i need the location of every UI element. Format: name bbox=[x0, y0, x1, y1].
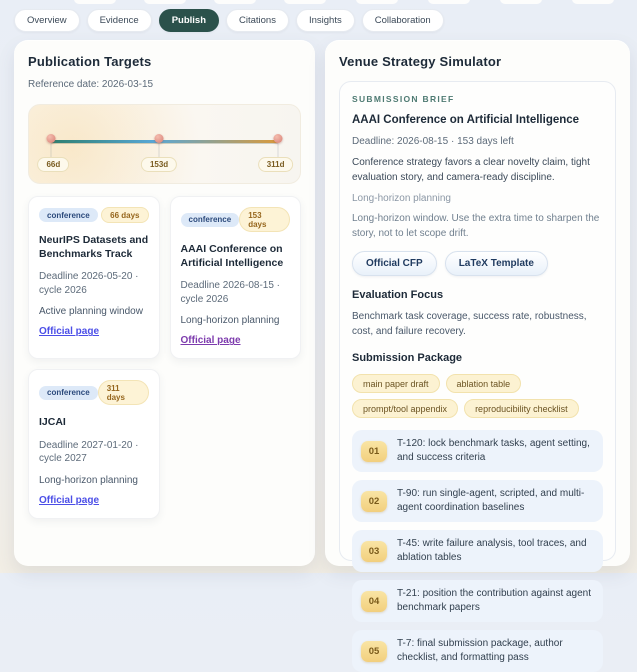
conference-badge: conference bbox=[39, 386, 98, 400]
submission-brief-card bbox=[339, 81, 616, 663]
venue-note: Long-horizon planning bbox=[39, 474, 138, 486]
venue-deadline: Deadline 2026-05-20 · cycle 2026 bbox=[39, 271, 139, 296]
venue-note: Long-horizon planning bbox=[180, 315, 280, 327]
publication-targets-title: Publication Targets bbox=[28, 54, 152, 69]
timeline-tick bbox=[50, 143, 51, 157]
venue-deadline: Deadline 2027-01-20 · cycle 2027 bbox=[39, 439, 139, 465]
brief-venue-name: AAAI Conference on Artificial Intelligence bbox=[352, 114, 580, 126]
venue-title: AAAI Conference on Artificial Intelligence bbox=[180, 243, 284, 270]
milestone-number: 03 bbox=[361, 541, 387, 562]
package-tag: ablation table bbox=[446, 374, 522, 393]
package-tag: main paper draft bbox=[352, 374, 440, 393]
venue-deadline: Deadline 2026-08-15 · cycle 2026 bbox=[180, 280, 281, 305]
package-tag: reproducibility checklist bbox=[464, 399, 579, 418]
milestone-row-1 bbox=[352, 430, 603, 472]
timeline-dot bbox=[46, 134, 55, 143]
deadline-timeline bbox=[28, 104, 301, 184]
evaluation-focus-heading: Evaluation Focus bbox=[352, 289, 444, 301]
timeline-dot bbox=[274, 134, 283, 143]
brief-deadline: Deadline: 2026-08-15 · 153 days left bbox=[352, 136, 514, 147]
tab-citations[interactable]: Citations bbox=[226, 9, 289, 32]
venue-title: IJCAI bbox=[39, 416, 66, 429]
official-page-link[interactable]: Official page bbox=[39, 326, 100, 338]
official-cfp-button[interactable]: Official CFP bbox=[352, 251, 437, 276]
venue-strategy-title: Venue Strategy Simulator bbox=[339, 54, 502, 69]
strategy-text: Conference strategy favors a clear novelty claim, tight evaluation story, and camera-ready discipline. bbox=[352, 157, 590, 183]
venue-card-aaai bbox=[170, 196, 302, 359]
timeline-dot bbox=[155, 134, 164, 143]
venue-card-header bbox=[181, 207, 291, 232]
tab-insights[interactable]: Insights bbox=[296, 9, 355, 32]
milestone-number: 05 bbox=[361, 641, 387, 662]
venue-card-header bbox=[39, 207, 149, 223]
publication-targets-panel bbox=[14, 40, 315, 566]
days-left-badge: 66 days bbox=[101, 207, 148, 223]
submission-brief-label: SUBMISSION BRIEF bbox=[352, 94, 455, 104]
milestone-row-2 bbox=[352, 480, 603, 522]
milestone-row-5 bbox=[352, 630, 603, 672]
timeline-label-153d: 153d bbox=[141, 157, 177, 172]
days-left-badge: 311 days bbox=[98, 380, 149, 405]
milestone-row-3 bbox=[352, 530, 603, 572]
days-left-badge: 153 days bbox=[239, 207, 290, 232]
venue-card-header bbox=[39, 380, 149, 405]
milestone-text: T-90: run single-agent, scripted, and multi-agent coordination baselines bbox=[397, 488, 585, 513]
tab-bar bbox=[0, 0, 637, 40]
package-tag-list bbox=[352, 374, 603, 418]
milestone-number: 02 bbox=[361, 491, 387, 512]
venue-strategy-panel bbox=[325, 40, 630, 663]
official-page-link[interactable]: Official page bbox=[180, 335, 241, 347]
tab-evidence[interactable]: Evidence bbox=[87, 9, 152, 32]
venue-note: Active planning window bbox=[39, 306, 143, 318]
tab-collaboration[interactable]: Collaboration bbox=[362, 9, 444, 32]
package-tag: prompt/tool appendix bbox=[352, 399, 458, 418]
timeline-label-311d: 311d bbox=[258, 157, 294, 172]
milestone-text: T-45: write failure analysis, tool traces, and ablation tables bbox=[397, 538, 587, 563]
milestone-text: T-7: final submission package, author checklist, and formatting pass bbox=[397, 638, 563, 663]
timeline-tick bbox=[278, 143, 279, 157]
milestone-number: 01 bbox=[361, 441, 387, 462]
milestone-text: T-21: position the contribution against agent benchmark papers bbox=[397, 588, 592, 613]
official-page-link[interactable]: Official page bbox=[39, 494, 100, 506]
timeline-tick bbox=[159, 143, 160, 157]
venue-title: NeurIPS Datasets and Benchmarks Track bbox=[39, 234, 149, 261]
reference-date: Reference date: 2026-03-15 bbox=[28, 79, 154, 90]
milestone-number: 04 bbox=[361, 591, 387, 612]
horizon-note: Long-horizon window. Use the extra time to sharpen the story, not to let scope drift. bbox=[352, 213, 600, 239]
timeline-label-66d: 66d bbox=[37, 157, 69, 172]
venue-card-grid bbox=[28, 196, 301, 519]
main-content bbox=[0, 40, 637, 663]
conference-badge: conference bbox=[181, 213, 240, 227]
milestone-list bbox=[352, 430, 603, 672]
latex-template-button[interactable]: LaTeX Template bbox=[445, 251, 548, 276]
submission-package-heading: Submission Package bbox=[352, 352, 463, 364]
conference-badge: conference bbox=[39, 208, 98, 222]
tab-publish[interactable]: Publish bbox=[159, 9, 219, 32]
venue-card-ijcai bbox=[28, 369, 160, 518]
venue-card-neurips bbox=[28, 196, 160, 359]
tab-overview[interactable]: Overview bbox=[14, 9, 80, 32]
milestone-text: T-120: lock benchmark tasks, agent setting, and success criteria bbox=[397, 438, 590, 463]
horizon-label: Long-horizon planning bbox=[352, 193, 451, 204]
cfp-button-row bbox=[352, 251, 603, 276]
milestone-row-4 bbox=[352, 580, 603, 622]
timeline-line bbox=[51, 140, 279, 143]
evaluation-focus-text: Benchmark task coverage, success rate, robustness, cost, and failure recovery. bbox=[352, 311, 587, 337]
